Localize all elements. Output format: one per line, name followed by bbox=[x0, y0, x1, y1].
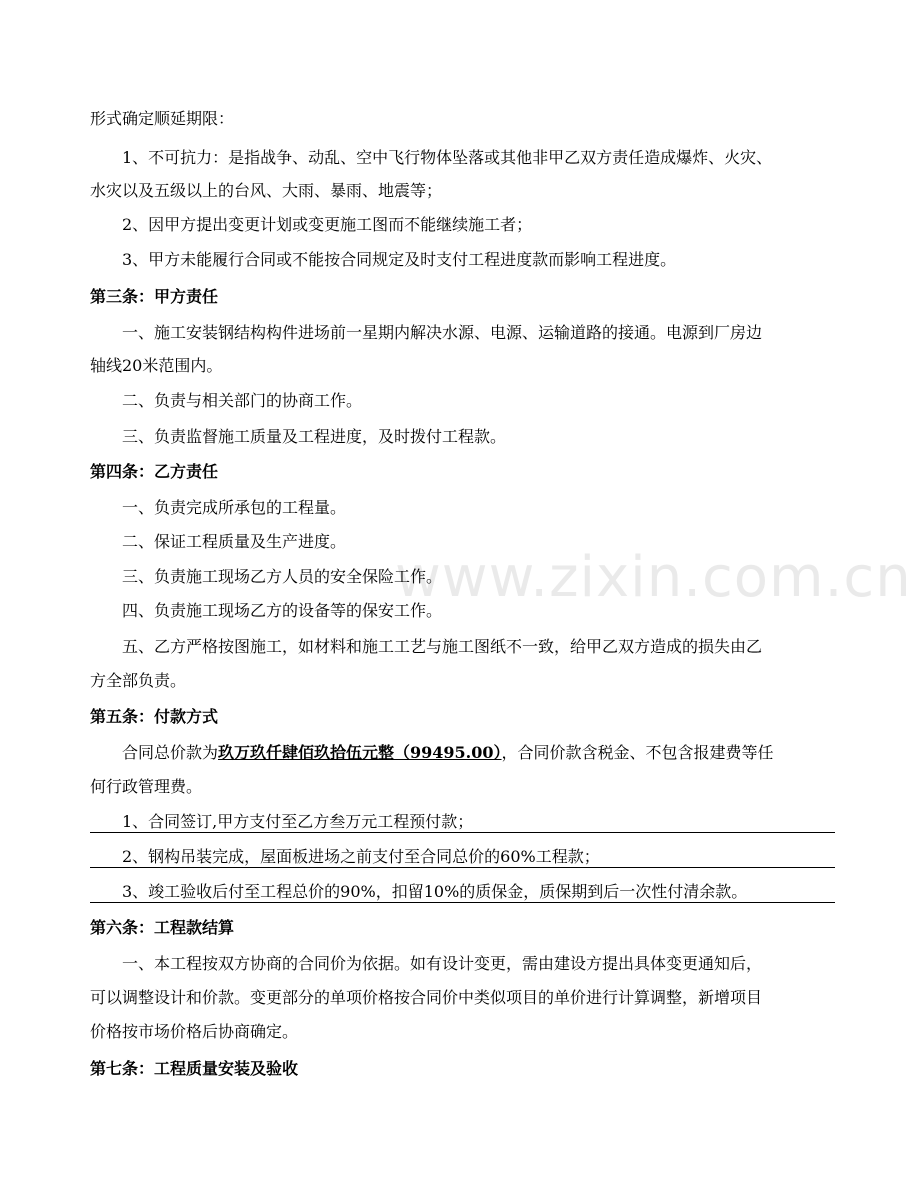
payment-term: 3、竣工验收后付至工程总价的90%，扣留10%的质保金，质保期到后一次性付清余款。 bbox=[90, 882, 835, 903]
text-line: 五、乙方严格按图施工，如材料和施工工艺与施工图纸不一致，给甲乙双方造成的损失由乙 bbox=[122, 637, 763, 656]
text-line: 3、甲方未能履行合同或不能按合同规定及时支付工程进度款而影响工程进度。 bbox=[122, 250, 677, 269]
section-heading: 第六条：工程款结算 bbox=[90, 918, 235, 937]
text-line: 水灾以及五级以上的台风、大雨、暴雨、地震等； bbox=[90, 181, 443, 200]
text-line: 可以调整设计和价款。变更部分的单项价格按合同价中类似项目的单价进行计算调整，新增项目 bbox=[90, 988, 763, 1007]
contract-total-prefix: 合同总价款为 bbox=[122, 743, 219, 762]
watermark: www.zixin.com.cn bbox=[395, 545, 912, 610]
text-line: 四、负责施工现场乙方的设备等的保安工作。 bbox=[122, 601, 443, 620]
text-line: 一、负责完成所承包的工程量。 bbox=[122, 498, 347, 517]
text-line: 1、不可抗力：是指战争、动乱、空中飞行物体坠落或其他非甲乙双方责任造成爆炸、火灾、 bbox=[122, 148, 773, 167]
text-line: 三、负责施工现场乙方人员的安全保险工作。 bbox=[122, 567, 443, 586]
text-line: 轴线20米范围内。 bbox=[90, 356, 223, 375]
section-heading: 第三条：甲方责任 bbox=[90, 287, 219, 306]
payment-term: 1、合同签订,甲方支付至乙方叁万元工程预付款； bbox=[90, 812, 835, 833]
text-line: 二、负责与相关部门的协商工作。 bbox=[122, 391, 363, 410]
text-line: 方全部负责。 bbox=[90, 671, 187, 690]
text-line: 一、施工安装钢结构构件进场前一星期内解决水源、电源、运输道路的接通。电源到厂房边 bbox=[122, 323, 763, 342]
text-line: 三、负责监督施工质量及工程进度，及时拨付工程款。 bbox=[122, 427, 507, 446]
section-heading: 第五条：付款方式 bbox=[90, 707, 219, 726]
payment-term: 2、钢构吊装完成，屋面板进场之前支付至合同总价的60%工程款； bbox=[90, 847, 835, 868]
text-line: 形式确定顺延期限： bbox=[90, 109, 235, 128]
text-line: 2、因甲方提出变更计划或变更施工图而不能继续施工者； bbox=[122, 215, 533, 234]
text-line bbox=[122, 743, 774, 763]
text-line: 一、本工程按双方协商的合同价为依据。如有设计变更，需由建设方提出具体变更通知后， bbox=[122, 954, 763, 973]
contract-total-amount: 玖万玖仟肆佰玖拾伍元整（99495.00） bbox=[218, 743, 502, 762]
section-heading: 第四条：乙方责任 bbox=[90, 462, 219, 481]
text-line: 二、保证工程质量及生产进度。 bbox=[122, 532, 347, 551]
section-heading: 第七条：工程质量安装及验收 bbox=[90, 1059, 299, 1078]
text-line: 何行政管理费。 bbox=[90, 777, 203, 796]
text-line: 价格按市场价格后协商确定。 bbox=[90, 1022, 299, 1041]
contract-total-suffix: ，合同价款含税金、不包含报建费等任 bbox=[501, 743, 774, 762]
